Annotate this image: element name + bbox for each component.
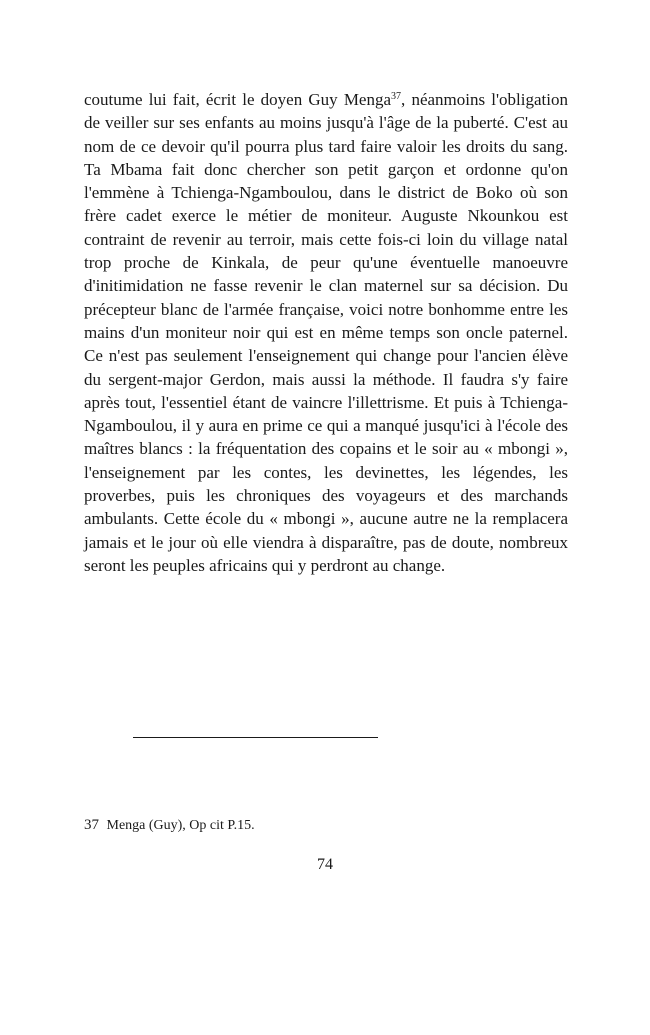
body-paragraph — [84, 88, 568, 577]
page-number: 74 — [317, 856, 333, 873]
footnote — [84, 816, 568, 835]
footnote-text: Menga (Guy), Op cit P.15. — [106, 818, 255, 833]
footnote-reference[interactable]: 37 — [391, 91, 402, 102]
footnote-separator — [133, 737, 378, 738]
paragraph-text-start: coutume lui fait, écrit le doyen Guy Menga — [84, 90, 392, 109]
footnote-number: 37 — [84, 817, 99, 833]
paragraph-text-rest: , néanmoins l'obligation de veiller sur ses enfants au moins jusqu'à l'âge de la puberté. C'est au nom de ce devoir qu'il pourra plus tard faire valoir les droits du sang. Ta Mbama fait donc chercher son petit garçon et ordonne qu'on l'emmène à Tchienga-Ngamboulou, dans le district de Boko où son frère cadet exerce le métier de moniteur. Auguste Nkounkou est contraint de revenir au terroir, mais cette fois-ci loin du village natal trop proche de Kinkala, de peur qu'une éventuelle manoeuvre d'initimidation ne fasse revenir le clan maternel sur sa décision. Du précepteur blanc de l'armée française, voici notre bonhomme entre les mains d'un moniteur noir qui est en même temps son oncle paternel. Ce n'est pas seulement l'enseignement qui change pour l'ancien élève du sergent-major Gerdon, mais aussi la méthode. Il faudra s'y faire après tout, l'essentiel étant de vaincre l'illettrisme. Et puis à Tchienga-Ngamboulou, il y aura en prime ce qui a manqué jusqu'ici à l'école des maîtres blancs : la fréquentation des copains et le soir au « mbongi », l'enseignement par les contes, les devinettes, les légendes, les proverbes, puis les chroniques des voyageurs et des marchands ambulants. Cette école du « mbongi », aucune autre ne la remplacera jamais et le jour où elle viendra à disparaître, pas de doute, nombreux seront les peuples africains qui y perdront au change. — [84, 90, 568, 575]
